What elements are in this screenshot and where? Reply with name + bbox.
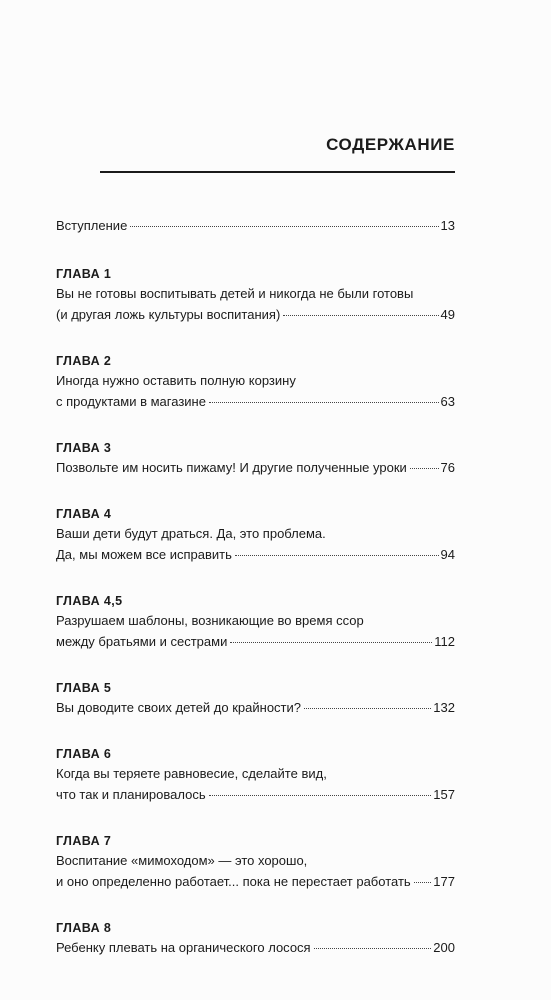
dot-leader — [414, 882, 432, 883]
title-divider — [100, 171, 455, 173]
dot-leader — [230, 642, 432, 643]
toc-entry-intro[interactable] — [56, 215, 455, 236]
toc-line — [56, 544, 455, 565]
toc-entry-chapter[interactable] — [56, 919, 455, 958]
page-number: 200 — [433, 940, 455, 955]
toc-entry-chapter[interactable] — [56, 592, 455, 652]
chapter-title-line: Вы доводите своих детей до крайности? — [56, 700, 301, 715]
chapter-title-line: Когда вы теряете равновесие, сделайте вид, — [56, 766, 327, 781]
toc-entry-chapter[interactable] — [56, 679, 455, 718]
dot-leader — [130, 226, 438, 227]
chapter-title-line: Вы не готовы воспитывать детей и никогда не были готовы — [56, 286, 414, 301]
chapter-title-line: Разрушаем шаблоны, возникающие во время ссор — [56, 613, 364, 628]
chapter-title-line: Да, мы можем все исправить — [56, 547, 232, 562]
dot-leader — [209, 795, 432, 796]
chapter-label: ГЛАВА 8 — [56, 921, 112, 935]
page-number: 157 — [433, 787, 455, 802]
chapter-title-line: Ребенку плевать на органического лосося — [56, 940, 311, 955]
toc-line — [56, 631, 455, 652]
toc-line — [56, 697, 455, 718]
chapter-title-line: Иногда нужно оставить полную корзину — [56, 373, 296, 388]
dot-leader — [209, 402, 439, 403]
chapter-title-line: (и другая ложь культуры воспитания) — [56, 307, 281, 322]
page-number: 49 — [440, 307, 455, 322]
page-number: 132 — [433, 700, 455, 715]
dot-leader — [304, 708, 431, 709]
toc-line — [56, 937, 455, 958]
toc-line — [56, 304, 455, 325]
chapter-label: ГЛАВА 1 — [56, 267, 112, 281]
chapter-title-line: что так и планировалось — [56, 787, 206, 802]
chapter-title-line: Воспитание «мимоходом» — это хорошо, — [56, 853, 308, 868]
page-number: 94 — [440, 547, 455, 562]
toc-line — [56, 391, 455, 412]
chapter-label: ГЛАВА 6 — [56, 747, 112, 761]
chapter-label: ГЛАВА 4,5 — [56, 594, 123, 608]
toc-line — [56, 215, 455, 236]
chapter-label: ГЛАВА 3 — [56, 441, 112, 455]
toc-line — [56, 457, 455, 478]
toc-list — [56, 215, 455, 985]
chapter-label: ГЛАВА 7 — [56, 834, 112, 848]
chapter-title-line: с продуктами в магазине — [56, 394, 206, 409]
chapter-label: ГЛАВА 2 — [56, 354, 112, 368]
toc-line — [56, 784, 455, 805]
chapter-label: ГЛАВА 4 — [56, 507, 112, 521]
dot-leader — [410, 468, 439, 469]
page-number: 63 — [440, 394, 455, 409]
page-number: 112 — [434, 634, 455, 649]
dot-leader — [235, 555, 439, 556]
toc-entry-chapter[interactable] — [56, 439, 455, 478]
toc-entry-chapter[interactable] — [56, 832, 455, 892]
chapter-title-line: Ваши дети будут драться. Да, это проблема. — [56, 526, 326, 541]
page-title: СОДЕРЖАНИЕ — [326, 135, 455, 154]
page-number: 76 — [440, 460, 455, 475]
page-number: 177 — [433, 874, 455, 889]
toc-entry-chapter[interactable] — [56, 505, 455, 565]
chapter-title-line: и оно определенно работает... пока не перестает работать — [56, 874, 411, 889]
dot-leader — [283, 315, 438, 316]
toc-entry-chapter[interactable] — [56, 352, 455, 412]
chapter-title-line: Вступление — [56, 218, 128, 233]
dot-leader — [314, 948, 432, 949]
chapter-title-line: Позвольте им носить пижаму! И другие полученные уроки — [56, 460, 407, 475]
toc-line — [56, 871, 455, 892]
chapter-title-line: между братьями и сестрами — [56, 634, 228, 649]
page-number: 13 — [440, 218, 455, 233]
chapter-label: ГЛАВА 5 — [56, 681, 112, 695]
toc-entry-chapter[interactable] — [56, 745, 455, 805]
toc-entry-chapter[interactable] — [56, 265, 455, 325]
